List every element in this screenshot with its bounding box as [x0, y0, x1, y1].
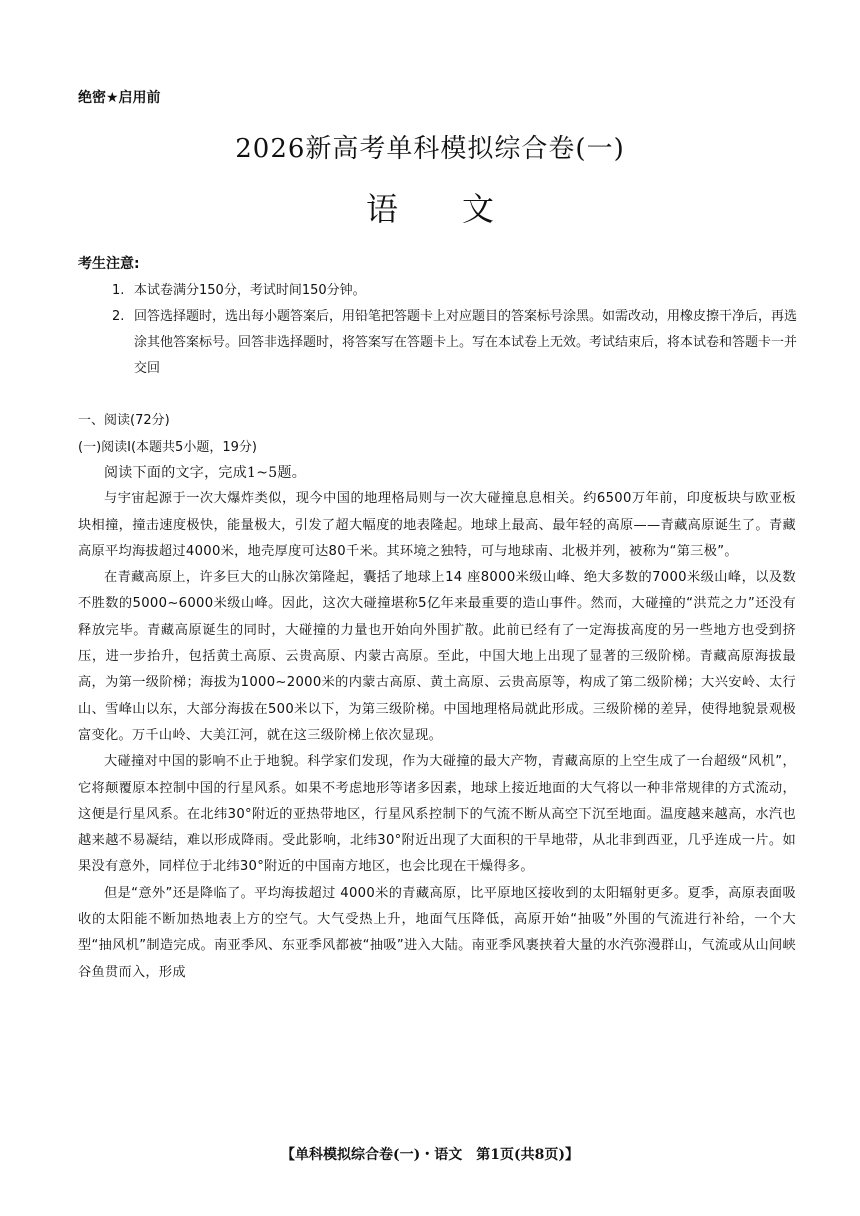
passage-paragraph: 与宇宙起源于一次大爆炸类似，现今中国的地理格局则与一次大碰撞息息相关。约6500万年前，印度板块与欧亚板块相撞，撞击速度极快，能量极大，引发了超大幅度的地表隆起。地球上最高、最年轻的高原——青藏高原诞生了。青藏高原平均海拔超过4000米，地壳厚度可达80千米。其环境之独特，可与地球南、北极并列，被称为“第三极”。	[78, 491, 796, 559]
passage-paragraph: 在青藏高原上，许多巨大的山脉次第隆起，囊括了地球上14 座8000米级山峰、绝大多数的7000米级山峰，以及数不胜数的5000~6000米级山峰。因此，这次大碰撞堪称5亿年来最重要的造山事件。然而，大碰撞的“洪荒之力”还没有释放完毕。青藏高原诞生的同时，大碰撞的力量也开始向外围扩散。此前已经有了一定海拔高度的另一些地方也受到挤压，进一步抬升，包括黄土高原、云贵高原、内蒙古高原。至此，中国大地上出现了显著的三级阶梯。青藏高原海拔最高，为第一级阶梯；海拔为1000~2000米的内蒙古高原、黄土高原、云贵高原等，构成了第二级阶梯；大兴安岭、太行山、雪峰山以东，大部分海拔在500米以下，为第三级阶梯。中国地理格局就此形成。三级阶梯的差异，使得地貌景观极富变化。万千山岭、大美江河，就在这三级阶梯上依次显现。	[78, 570, 796, 743]
notice-item	[112, 304, 798, 382]
page-footer: 【单科模拟综合卷(一)・语文 第1页(共8页)】	[281, 1147, 579, 1163]
subject-title: 语文	[365, 190, 558, 228]
notice-item-number: 2.	[112, 309, 125, 324]
passage-paragraph: 大碰撞对中国的影响不止于地貌。科学家们发现，作为大碰撞的最大产物，青藏高原的上空生成了一台超级“风机”，它将颠覆原本控制中国的行星风系。如果不考虑地形等诸多因素，地球上接近地面的大气将以一种非常规律的方式流动，这便是行星风系。在北纬30°附近的亚热带地区，行星风系控制下的气流不断从高空下沉至地面。温度越来越高，水汽也越来越不易凝结，难以形成降雨。受此影响，北纬30°附近出现了大面积的干旱地带，从北非到西亚，几乎连成一片。如果没有意外，同样位于北纬30°附近的中国南方地区，也会比现在干燥得多。	[78, 754, 796, 875]
notice-list	[112, 278, 798, 382]
confidential-label: 绝密★启用前	[78, 90, 161, 106]
notice-item	[112, 278, 798, 304]
passage-instruction: 阅读下面的文字，完成1~5题。	[104, 465, 307, 481]
subsection-heading: (一)阅读Ⅰ(本题共5小题，19分)	[78, 440, 257, 455]
section-heading: 一、阅读(72分)	[78, 413, 170, 428]
notice-item-number: 1.	[112, 283, 125, 298]
notice-heading: 考生注意:	[78, 256, 140, 272]
passage-paragraph: 但是“意外”还是降临了。平均海拔超过 4000米的青藏高原，比平原地区接收到的太阳辐射更多。夏季，高原表面吸收的太阳能不断加热地表上方的空气。大气受热上升，地面气压降低，高原开始“抽吸”外围的气流进行补给，一个大型“抽风机”制造完成。南亚季风、东亚季风都被“抽吸”进入大陆。南亚季风裹挟着大量的水汽弥漫群山，气流或从山间峡谷鱼贯而入，形成	[78, 885, 796, 980]
exam-title: 2026新高考单科模拟综合卷(一)	[235, 134, 625, 164]
reading-passage	[78, 460, 796, 986]
notice-item-text: 回答选择题时，选出每小题答案后，用铅笔把答题卡上对应题目的答案标号涂黑。如需改动，用橡皮擦干净后，再选涂其他答案标号。回答非选择题时，将答案写在答题卡上。写在本试卷上无效。考试结束后，将本试卷和答题卡一并交回	[134, 309, 798, 376]
notice-item-text: 本试卷满分150分，考试时间150分钟。	[134, 283, 366, 298]
